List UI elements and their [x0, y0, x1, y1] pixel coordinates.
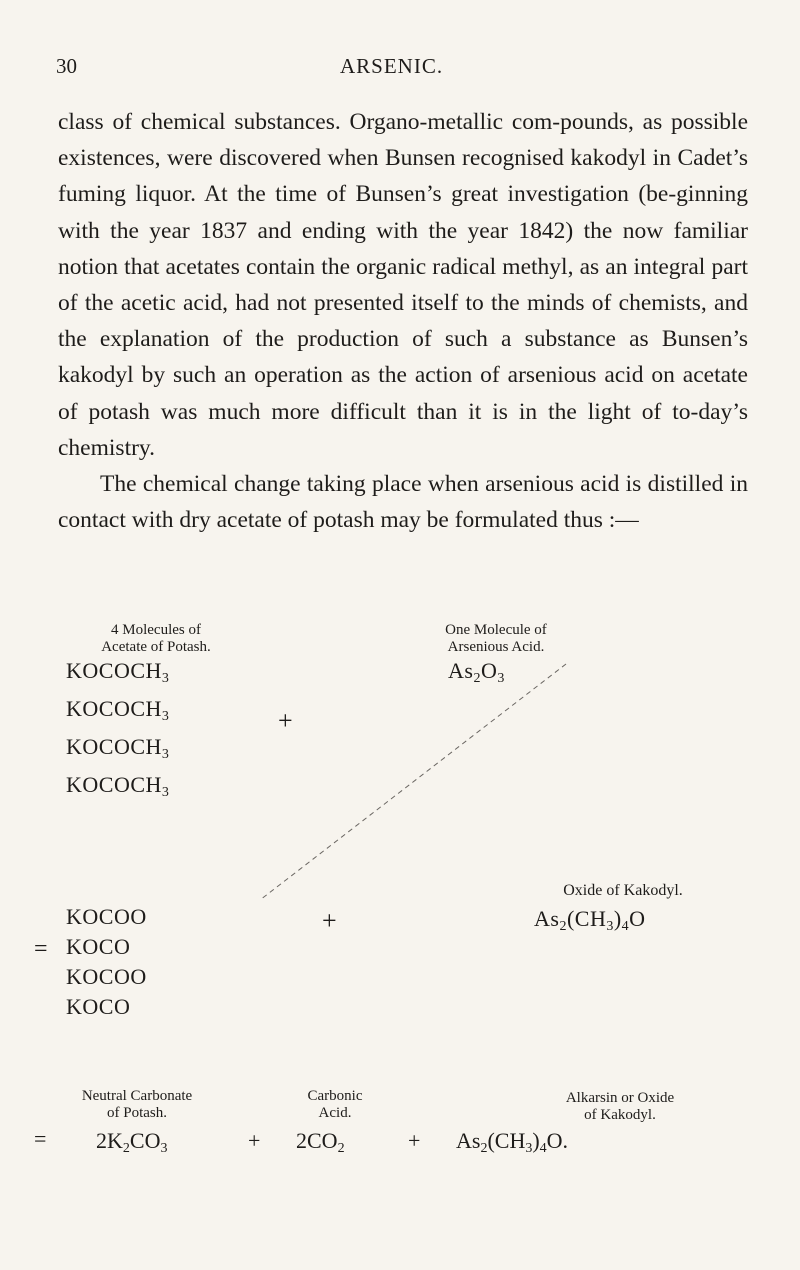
formula-line: $KOCOCH_3$ — [66, 772, 170, 800]
carbonic-acid-formula: $2CO_2$ — [296, 1128, 345, 1156]
alkarsin-caption: Alkarsin or Oxide of Kakodyl. — [565, 1090, 675, 1123]
carbonate-formula: $2K_2CO_3$ — [96, 1128, 168, 1156]
intermediate-formulas — [66, 902, 147, 1022]
formula-line: $KOCOCH_3$ — [66, 734, 170, 762]
alkarsin-formula: $As_2(CH_3)_4O$. — [456, 1128, 569, 1156]
formula-line: KOCO — [66, 994, 131, 1019]
arsenious-acid-formula: $As_2O_3$ — [448, 658, 505, 686]
formula-line: $KOCOCH_3$ — [66, 658, 170, 686]
paragraph: class of chemical substances. Organo-metallic com-pounds, as possible existences, were discovered when Bunsen recognised kakodyl in Cadet’s fuming liquor. At the time of Bunsen’s great investigation (be-ginning with the year 1837 and ending with the year 1842) the now familiar notion that acetates contain the organic radical methyl, as an integral part of the acetic acid, had not presented itself to the minds of chemists, and the explanation of the production of such a substance as Bunsen’s kakodyl by such an operation as the action of arsenious acid on acetate of potash was much more difficult than it is in the light of to-day’s chemistry. — [58, 109, 748, 461]
oxide-formula: $As_2(CH_3)_4O$ — [534, 906, 646, 934]
page-number: 30 — [56, 54, 77, 78]
plus-sign: + — [248, 1128, 261, 1153]
arsenious-acid-caption: One Molecule of Arsenious Acid. — [445, 622, 547, 655]
plus-sign: + — [408, 1128, 421, 1153]
formula-line: $KOCOCH_3$ — [66, 696, 170, 724]
equals-sign: = — [34, 936, 48, 962]
paragraph: The chemical change taking place when arsenious acid is distilled in contact with dry acetate of potash may be formulated thus :— — [58, 471, 748, 534]
formula-line: KOCO — [66, 934, 131, 959]
carbonic-acid-caption: Carbonic Acid. — [307, 1088, 363, 1121]
acetate-caption: 4 Molecules of Acetate of Potash. — [101, 622, 211, 655]
oxide-caption: Oxide of Kakodyl. — [563, 882, 683, 899]
equals-sign: = — [34, 1126, 47, 1151]
carbonate-caption: Neutral Carbonate of Potash. — [81, 1088, 193, 1121]
running-title: ARSENIC. — [340, 54, 444, 78]
plus-sign: + — [322, 906, 337, 935]
plus-sign: + — [278, 706, 293, 735]
formula-line: KOCOO — [66, 904, 147, 929]
formula-line: KOCOO — [66, 964, 147, 989]
